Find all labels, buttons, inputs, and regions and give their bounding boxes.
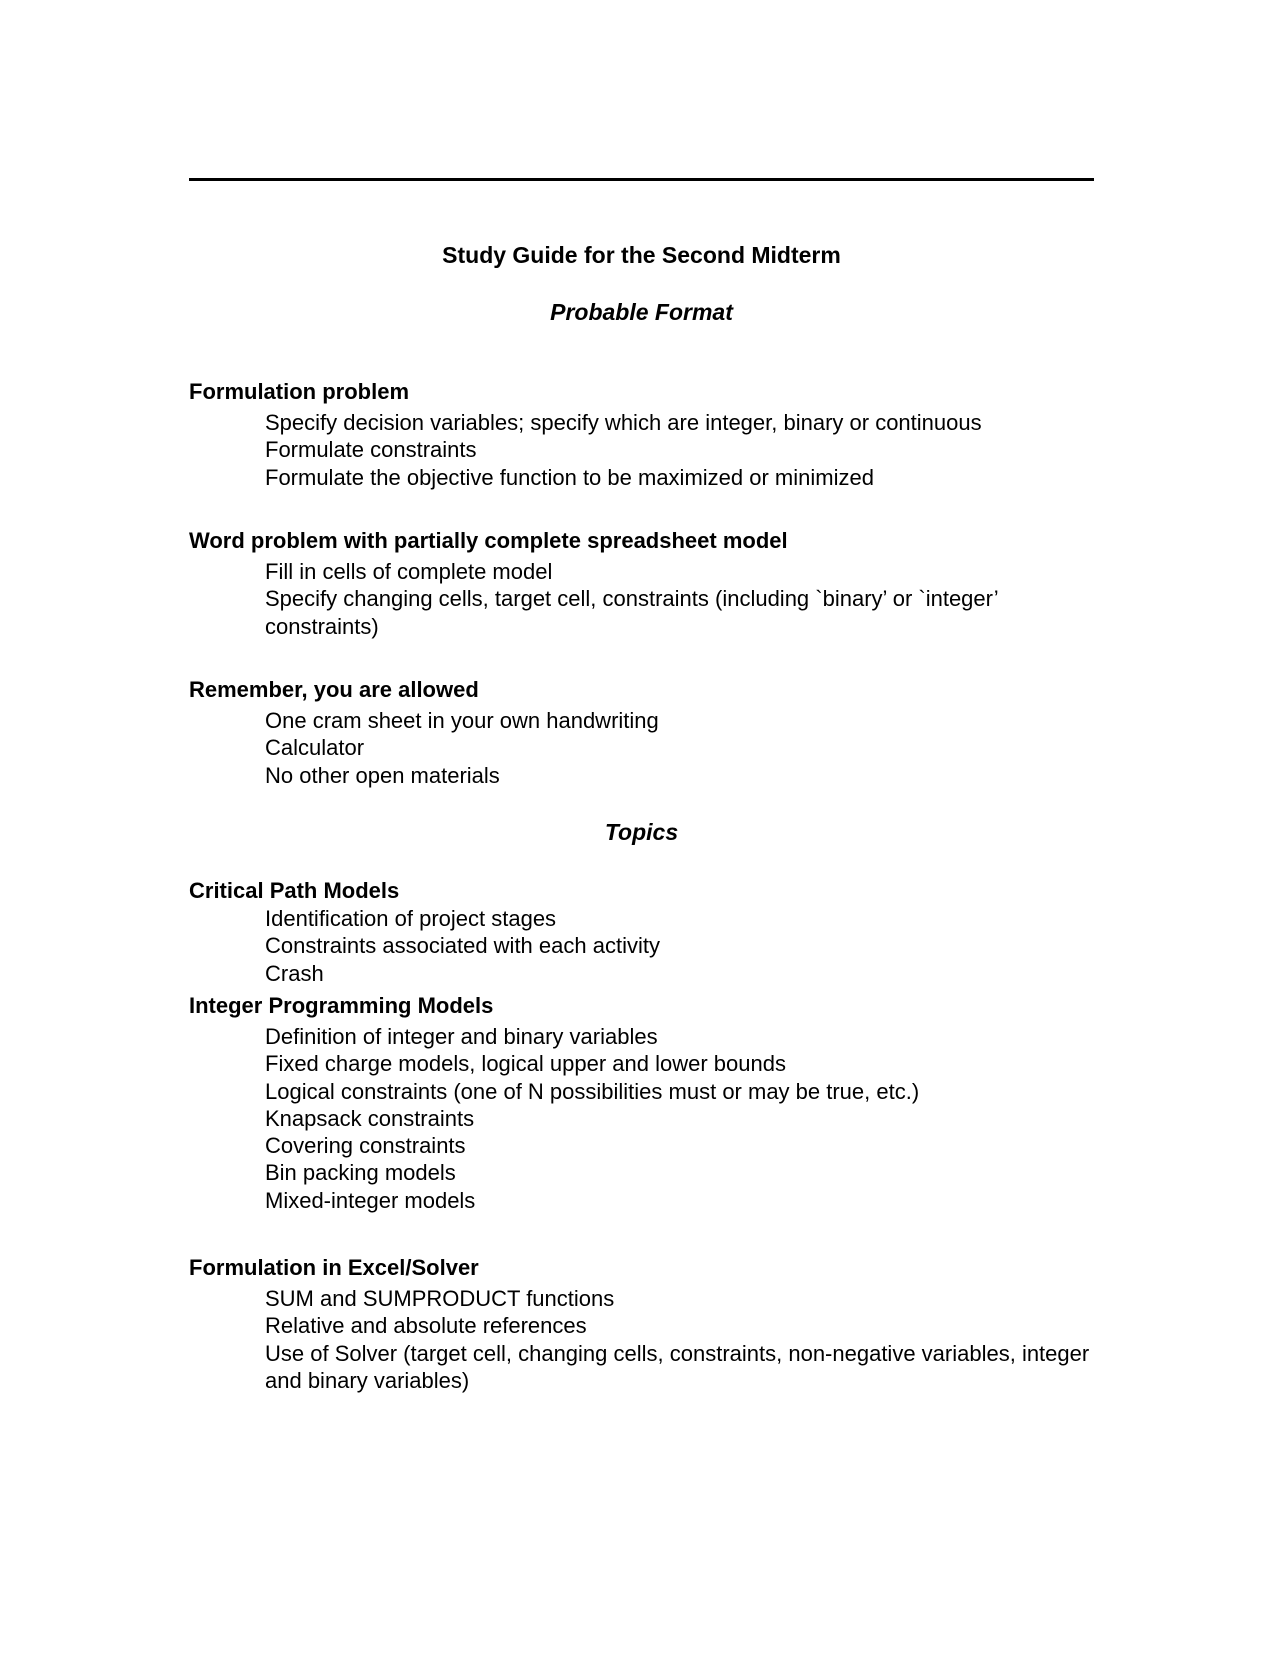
section-remember-allowed — [189, 675, 1094, 789]
topics-heading: Topics — [604, 819, 679, 845]
section-item-list — [189, 1023, 1094, 1214]
section-heading: Remember, you are allowed — [189, 677, 479, 702]
section-item-list — [189, 707, 1094, 789]
list-item: Constraints associated with each activity — [265, 933, 660, 959]
list-item: Formulate constraints — [265, 437, 477, 463]
list-item: Covering constraints — [265, 1133, 466, 1159]
list-item: Crash — [265, 960, 324, 986]
section-word-problem — [189, 526, 1094, 640]
list-item: Mixed-integer models — [265, 1187, 476, 1213]
section-formulation-excel-solver — [189, 1253, 1094, 1394]
list-item: Specify changing cells, target cell, constraints (including `binary’ or `integer’ constraints) — [265, 586, 998, 639]
list-item: Calculator — [265, 735, 365, 761]
section-formulation-problem — [189, 377, 1094, 491]
list-item: Use of Solver (target cell, changing cells, constraints, non-negative variables, integer and binary variables) — [265, 1340, 1090, 1393]
list-item: No other open materials — [265, 762, 500, 788]
section-item-list — [189, 409, 1094, 491]
section-item-list — [189, 558, 1094, 640]
document-page — [189, 0, 1094, 1656]
list-item: Identification of project stages — [265, 906, 557, 931]
section-heading: Formulation problem — [189, 379, 409, 404]
list-item: SUM and SUMPRODUCT functions — [265, 1286, 615, 1311]
section-heading: Formulation in Excel/Solver — [189, 1255, 479, 1280]
list-item: Knapsack constraints — [265, 1105, 475, 1131]
list-item: Specify decision variables; specify which are integer, binary or continuous — [265, 410, 982, 435]
section-critical-path-models — [189, 876, 1094, 987]
document-title: Study Guide for the Second Midterm — [442, 242, 841, 268]
list-item: Formulate the objective function to be maximized or minimized — [265, 464, 874, 490]
top-horizontal-rule — [189, 178, 1094, 181]
section-item-list — [189, 905, 1094, 987]
section-heading: Critical Path Models — [189, 878, 400, 903]
section-integer-programming-models — [189, 991, 1094, 1214]
list-item: Fixed charge models, logical upper and lower bounds — [265, 1051, 786, 1077]
list-item: Bin packing models — [265, 1160, 456, 1186]
list-item: Definition of integer and binary variables — [265, 1024, 658, 1049]
list-item: One cram sheet in your own handwriting — [265, 708, 659, 733]
list-item: Relative and absolute references — [265, 1313, 587, 1339]
list-item: Logical constraints (one of N possibilities must or may be true, etc.) — [265, 1078, 920, 1104]
section-heading: Integer Programming Models — [189, 993, 494, 1018]
section-item-list — [189, 1285, 1094, 1394]
section-heading: Word problem with partially complete spreadsheet model — [189, 528, 788, 553]
probable-format-heading: Probable Format — [550, 299, 733, 325]
list-item: Fill in cells of complete model — [265, 559, 553, 584]
